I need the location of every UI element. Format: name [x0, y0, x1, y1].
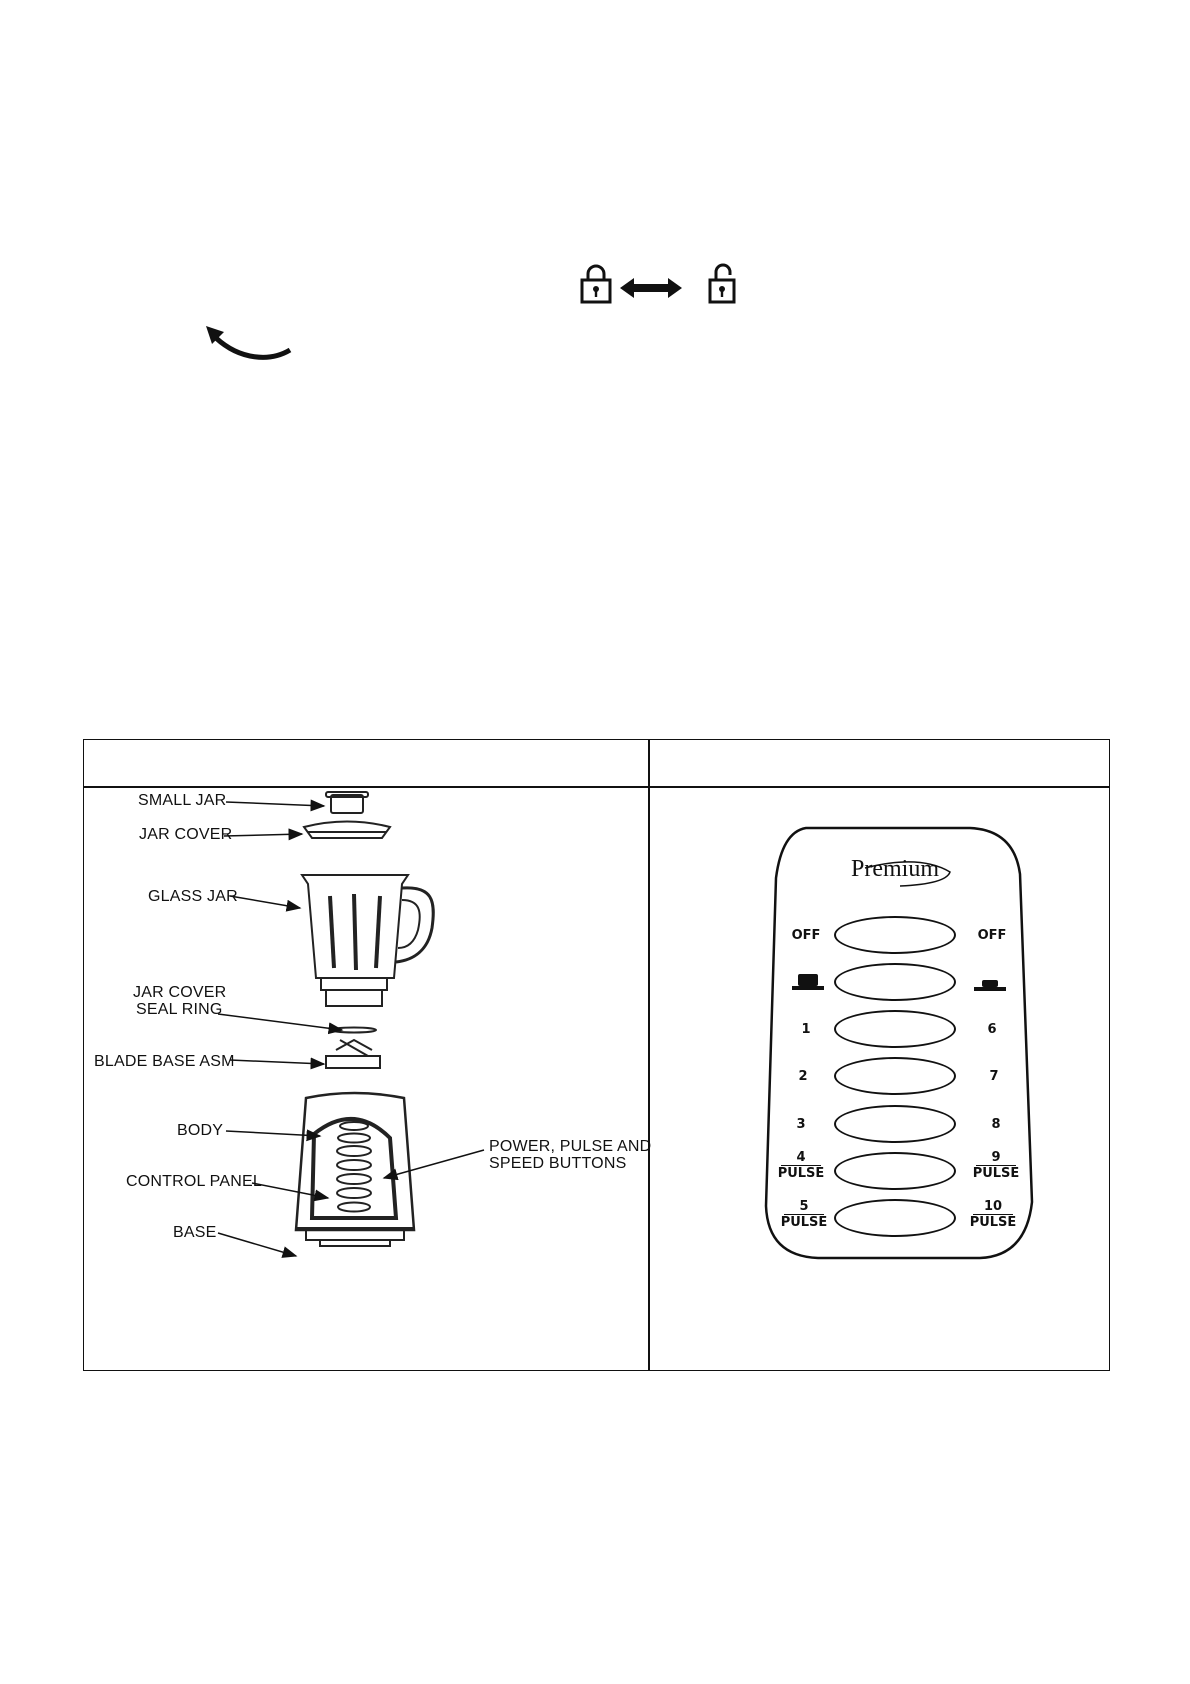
body-button-ellipses [337, 1122, 371, 1212]
glass-jar-label: GLASS JAR [148, 888, 238, 905]
panel-button-5-10[interactable] [834, 1199, 956, 1237]
blade-base-label: BLADE BASE ASM [94, 1053, 235, 1070]
double-arrow-icon [620, 278, 682, 298]
panel-label-4: 4 [781, 1150, 821, 1166]
panel-label-7: 7 [989, 1069, 999, 1084]
seal-ring-label-line1: JAR COVER [133, 984, 227, 1001]
blender-exploded-diagram [84, 788, 652, 1368]
pulse-label: PULSE [972, 1166, 1020, 1181]
control-panel-diagram [650, 788, 1110, 1368]
jar-cover-label: JAR COVER [139, 826, 233, 843]
panel-label-1: 1 [801, 1022, 811, 1037]
panel-button-2-7[interactable] [834, 1057, 956, 1095]
buttons-label-line2: SPEED BUTTONS [489, 1155, 627, 1172]
buttons-label-line1: POWER, PULSE AND [489, 1138, 652, 1155]
brand-logo: Premium [851, 856, 939, 882]
curved-arrow-icon [200, 322, 295, 368]
panel-button-pulse-key[interactable] [834, 963, 956, 1001]
panel-label-6: 6 [987, 1022, 997, 1037]
lock-closed-icon [582, 266, 610, 302]
panel-button-4-9[interactable] [834, 1152, 956, 1190]
pulse-label: PULSE [969, 1215, 1017, 1230]
body-label: BODY [177, 1122, 224, 1139]
panel-label-5-pulse [774, 1199, 834, 1230]
panel-button-off[interactable] [834, 916, 956, 954]
panel-label-3: 3 [796, 1117, 806, 1132]
pulse-key-icon [790, 972, 826, 992]
panel-label-off-left: OFF [791, 928, 821, 943]
panel-label-8: 8 [991, 1117, 1001, 1132]
small-jar-label: SMALL JAR [138, 792, 227, 809]
base-label: BASE [173, 1224, 217, 1241]
panel-button-1-6[interactable] [834, 1010, 956, 1048]
panel-button-3-8[interactable] [834, 1105, 956, 1143]
pulse-label: PULSE [777, 1166, 825, 1181]
panel-label-9: 9 [976, 1150, 1016, 1166]
panel-label-10: 10 [973, 1199, 1013, 1215]
parts-table [83, 739, 1110, 1371]
pulse-key-icon [972, 976, 1008, 992]
control-panel-label: CONTROL PANEL [126, 1173, 262, 1190]
lock-indicator [580, 262, 750, 306]
pulse-label: PULSE [780, 1215, 828, 1230]
panel-label-off-right: OFF [977, 928, 1007, 943]
panel-label-2: 2 [798, 1069, 808, 1084]
lock-open-icon [710, 265, 734, 302]
panel-label-9-pulse [966, 1150, 1026, 1181]
panel-label-5: 5 [784, 1199, 824, 1215]
panel-label-10-pulse [963, 1199, 1023, 1230]
seal-ring-label-line2: SEAL RING [136, 1001, 223, 1018]
panel-label-4-pulse [771, 1150, 831, 1181]
